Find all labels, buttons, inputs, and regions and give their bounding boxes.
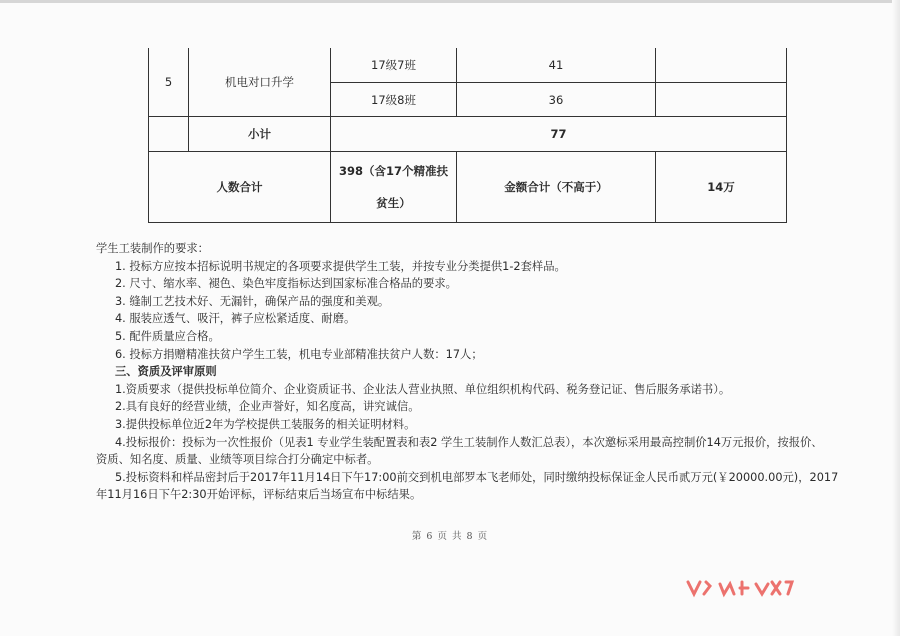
qualification-item-continued: 年11月16日下午2:30开始评标，评标结束后当场宣布中标结果。 <box>96 488 422 502</box>
subtotal-value: 77 <box>331 117 787 152</box>
extra-cell <box>656 83 787 117</box>
amount-value: 14万 <box>656 152 787 223</box>
section-heading: 三、资质及评审原则 <box>115 365 217 379</box>
requirements-heading: 学生工装制作的要求： <box>96 242 209 255</box>
qualification-item: 5.投标资料和样品密封后于2017年11月14日下午17:00前交到机电部罗本飞老师处，同时缴纳投标保证金人民币贰万元(￥20000.00元)，2017 <box>115 470 839 484</box>
extra-cell <box>656 48 787 83</box>
student-quota-table <box>148 48 787 223</box>
scan-top-edge <box>0 0 900 3</box>
total-value-line2: 贫生） <box>376 196 411 210</box>
total-label: 人数合计 <box>149 152 331 223</box>
total-value <box>331 152 457 223</box>
subtotal-label: 小计 <box>189 117 331 152</box>
class-name: 17级8班 <box>331 83 457 117</box>
requirement-item: 3. 缝制工艺技术好、无漏针，确保产品的强度和美观。 <box>115 294 390 308</box>
qualification-item: 3.提供投标单位近2年为学校提供工装服务的相关证明材料。 <box>115 417 416 431</box>
requirement-item: 6. 投标方捐赠精准扶贫户学生工装，机电专业部精准扶贫户人数：17人； <box>115 347 483 361</box>
major-name: 机电对口升学 <box>189 48 331 117</box>
total-row <box>149 152 787 223</box>
qualification-item: 1.资质要求（提供投标单位简介、企业资质证书、企业法人营业执照、单位组织机构代码、税务登记证、售后服务承诺书）。 <box>115 382 731 396</box>
qualification-item-continued: 资质、知名度、质量、业绩等项目综合打分确定中标者。 <box>96 453 379 467</box>
requirement-item: 2. 尺寸、缩水率、褪色、染色牢度指标达到国家标准合格品的要求。 <box>115 277 457 291</box>
requirement-item: 4. 服装应透气、吸汗，裤子应松紧适度、耐磨。 <box>115 312 356 326</box>
page-number: 第 6 页 共 8 页 <box>411 531 489 542</box>
row-number: 5 <box>149 48 189 117</box>
total-value-line1: 398（含17个精准扶 <box>338 164 448 178</box>
requirement-item: 1. 投标方应按本招标说明书规定的各项要求提供学生工装，并按专业分类提供1-2套样品。 <box>115 259 566 273</box>
student-count: 41 <box>457 48 656 83</box>
document-body <box>96 240 839 504</box>
class-name: 17级7班 <box>331 48 457 83</box>
red-seal-stamp <box>684 572 804 612</box>
subtotal-row <box>149 117 787 152</box>
qualification-item: 2.具有良好的经营业绩，企业声誉好，知名度高，讲究诚信。 <box>115 400 420 414</box>
table-row <box>149 48 787 83</box>
student-count: 36 <box>457 83 656 117</box>
amount-label: 金额合计（不高于） <box>457 152 656 223</box>
qualification-item: 4.投标报价：投标为一次性报价（见表1 专业学生装配置表和表2 学生工装制作人数汇总表），本次邀标采用最高控制价14万元报价，按报价、 <box>115 435 823 449</box>
requirement-item: 5. 配件质量应合格。 <box>115 329 220 343</box>
